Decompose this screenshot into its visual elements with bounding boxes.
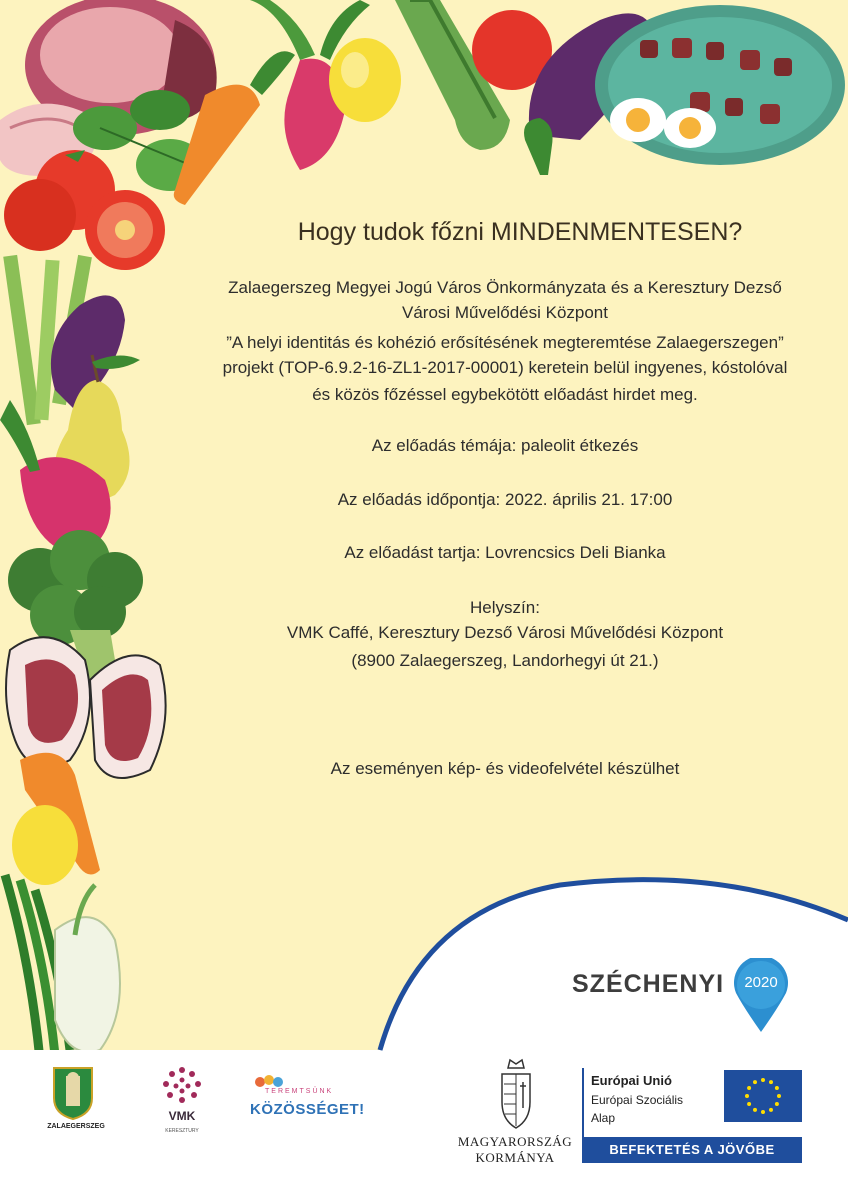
intro-line: és közös főzéssel egybekötött előadást hirdet meg. [312,385,698,404]
eu-title: Európai Unió [591,1073,672,1088]
intro-line: Városi Művelődési Központ [401,303,608,322]
page-title: Hogy tudok főzni MINDENMENTESEN? [297,218,743,246]
venue-address: (8900 Zalaegerszeg, Landorhegyi út 21.) [351,651,659,670]
eu-star [747,1102,751,1106]
lemon-icon [329,38,401,122]
vmk-dots-icon [162,1066,202,1106]
event-topic: Az előadás témája: paleolit étkezés [371,436,639,455]
event-datetime: Az előadás időpontja: 2022. április 21. 17:00 [337,490,673,509]
teremtsunk-logo-line1: TEREMTSÜNK [265,1088,334,1095]
eu-star [769,1080,773,1084]
szechenyi-year: 2020 [744,974,778,991]
eu-star [753,1108,757,1112]
vmk-logo-subtext: KERESZTURY [165,1128,199,1134]
vmk-logo-text: VMK [168,1109,196,1123]
eu-star [777,1094,781,1098]
location-pin-icon [734,958,788,1032]
venue-name: VMK Caffé, Keresztury Dezső Városi Művelődési Központ [286,623,724,642]
eu-star [747,1086,751,1090]
eu-star [761,1078,765,1082]
government-name-line1: MAGYARORSZÁG [457,1134,573,1149]
eu-flag-icon [724,1070,802,1122]
coat-of-arms-icon [52,1066,94,1120]
venue-label: Helyszín: [470,598,540,617]
eu-fund-line2: Alap [591,1111,616,1125]
teremtsunk-logo-line2: KÖZÖSSÉGET! [250,1101,365,1118]
intro-line: Zalaegerszeg Megyei Jogú Város Önkormányzata és a Keresztury Dezső [228,278,782,297]
intro-line: ”A helyi identitás és kohézió erősítésének megteremtése Zalaegerszegen” [226,333,784,352]
zalaegerszeg-logo-text: ZALAEGERSZEG [47,1123,105,1130]
eu-star [761,1110,765,1114]
event-presenter: Az előadást tartja: Lovrencsics Deli Bianka [344,543,666,562]
recording-notice: Az eseményen kép- és videofelvétel készülhet [330,759,680,778]
hungary-coat-of-arms-icon [496,1058,536,1130]
eu-star [745,1094,749,1098]
eu-star [769,1108,773,1112]
invest-slogan: BEFEKTETÉS A JÖVŐBE [582,1137,802,1163]
eu-divider [582,1068,584,1138]
eu-star [775,1102,779,1106]
eu-fund-line1: Európai Szociális [591,1093,684,1107]
intro-line: projekt (TOP-6.9.2-16-ZL1-2017-00001) keretein belül ingyenes, kóstolóval [222,358,788,377]
government-name-line2: KORMÁNYA [475,1150,555,1165]
szechenyi-logo-text: SZÉCHENYI [572,970,725,998]
eu-star [753,1080,757,1084]
skewer-plate-icon [595,5,845,165]
eu-star [775,1086,779,1090]
